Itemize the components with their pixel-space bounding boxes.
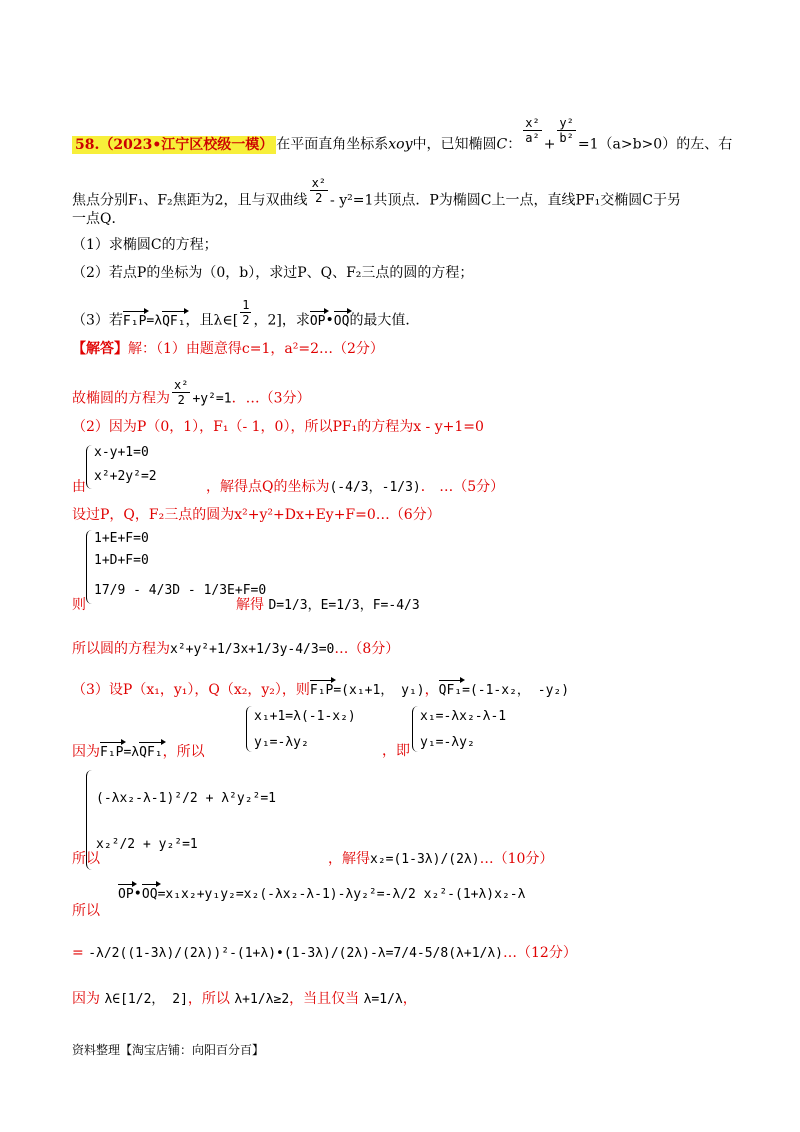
ellipse-frac-x: $\frac{\text{x²}}{\text{a²}}$ xyxy=(525,116,540,145)
problem-source: （2023•江宁区校级一模） xyxy=(99,136,274,153)
system2-eq2: 1+D+F=0 xyxy=(94,553,149,568)
question-2: （2）若点P的坐标为（0，b），求过P、Q、F₂三点的圆的方程； xyxy=(72,265,474,281)
intro-text: 在平面直角坐标系 xyxy=(276,136,389,153)
intro-text-mid: 中，已知椭圆 xyxy=(412,136,497,153)
question-3: （3）若F₁P=λQF₁，且λ∈[ $\frac{1}{2}$ ，2]，求OP•OQ的最大值． xyxy=(72,298,420,329)
half-frac: $\frac{1}{2}$ xyxy=(242,298,250,327)
system1-eq1: x-y+1=0 xyxy=(94,445,149,460)
solution-line-9: 因为F₁P=λQF₁，所以 xyxy=(72,744,205,760)
problem-number: 58. xyxy=(75,136,100,153)
system2-eq1: 1+E+F=0 xyxy=(94,531,149,546)
solution-line-3: （2）因为P（0，1），F₁（- 1，0），所以PF₁的方程为x - y+1=0 xyxy=(72,419,484,435)
solution-line-8: （3）设P（x₁，y₁），Q（x₂，y₂），则F₁P=(x₁+1， y₁)，QF₁=(-1-x₂， -y₂) xyxy=(72,682,570,698)
solution-line-4: 由 ，解得点Q的坐标为(-4/3，-1/3)． …（5分） xyxy=(72,479,505,495)
vector-oq: OQ xyxy=(334,311,350,331)
line2-suffix: - y²=1共顶点．P为椭圆C上一点，直线PF₁交椭圆C于另 xyxy=(330,192,681,209)
vector-qf1: QF₁ xyxy=(162,311,185,331)
question-1: （1）求椭圆C的方程； xyxy=(72,237,218,253)
ellipse-frac-y: $\frac{\text{y²}}{\text{b²}}$ xyxy=(559,116,574,145)
solution-line-2: 故椭圆的方程为 $\frac{\text{x²}}{2}$ +y²=1．…（3分） xyxy=(72,378,311,407)
solution-line-12: = -λ/2((1-3λ)/(2λ))²-(1+λ)•(1-3λ)/(2λ)-λ=7/4-5/8(λ+1/λ)…（12分） xyxy=(72,945,577,961)
footer-credit: 资料整理【淘宝店铺：向阳百分百】 xyxy=(72,1043,265,1057)
system2-eq3: 17/9 - 4/3D - 1/3E+F=0 xyxy=(94,583,267,598)
solution-line-10-result: ，解得x₂=(1-3λ)/(2λ)…（10分） xyxy=(328,851,554,867)
system4-eq2: y₁=-λy₂ xyxy=(420,735,475,750)
solution-line-11: 所以 xyxy=(72,903,100,919)
solution-tag: 【解答】 xyxy=(72,341,128,357)
problem-line-1: 58.（2023•江宁区校级一模） 在平面直角坐标系xoy中，已知椭圆C： $\frac{\text{x²}}{\text{a²}}$ + $\frac{\text{y²}}{\text{b²}}$ =1（a>b>0）的左、右 xyxy=(72,130,732,159)
intro-c: C xyxy=(496,136,508,153)
problem-line-3: 一点Q． xyxy=(72,211,126,227)
solution-line-13: 因为 λ∈[1/2， 2]，所以 λ+1/λ≥2，当且仅当 λ=1/λ， xyxy=(72,991,417,1007)
system3-eq2: y₁=-λy₂ xyxy=(254,735,309,750)
system5-eq2: x₂²/2 + y₂²=1 xyxy=(96,837,198,852)
solution-line-5: 设过P，Q，F₂三点的圆为x²+y²+Dx+Ey+F=0…（6分） xyxy=(72,507,441,523)
intro-xoy: xoy xyxy=(388,136,413,153)
vector-f1p: F₁P xyxy=(123,311,146,331)
problem-line-2 xyxy=(72,176,681,215)
system-brace-4 xyxy=(412,706,418,752)
solution-line-10: 所以 xyxy=(72,851,100,867)
system1-eq2: x²+2y²=2 xyxy=(94,469,157,484)
system4-eq1: x₁=-λx₂-λ-1 xyxy=(420,709,507,724)
solution-line-7: 所以圆的方程为x²+y²+1/3x+1/3y-4/3=0…（8分） xyxy=(72,641,400,657)
system5-eq1: (-λx₂-λ-1)²/2 + λ²y₂²=1 xyxy=(96,791,277,806)
intro-colon: ： xyxy=(507,136,522,153)
solution-line-9-ie: ，即 xyxy=(382,743,410,759)
vector-op: OP xyxy=(310,311,326,331)
hyperbola-frac: $\frac{\text{x²}}{2}$ xyxy=(311,176,327,205)
solution-line-11-vec: OP•OQ=x₁x₂+y₁y₂=x₂(-λx₂-λ-1)-λy₂²=-λ/2 x₂²-(1+λ)x₂-λ xyxy=(118,886,526,902)
l2-frac: $\frac{\text{x²}}{2}$ xyxy=(174,378,189,407)
solution-line-1: 【解答】解：（1）由题意得c=1，a²=2…（2分） xyxy=(72,341,384,357)
solution-line-6: 则 解得 D=1/3，E=1/3，F=-4/3 xyxy=(72,597,420,613)
line2-prefix: 焦点分别F₁、F₂焦距为2，且与双曲线 xyxy=(72,192,308,209)
ellipse-rhs: =1（a>b>0）的左、右 xyxy=(577,136,733,153)
system3-eq1: x₁+1=λ(-1-x₂) xyxy=(254,709,356,724)
system-brace-2 xyxy=(86,530,92,604)
system-brace-3 xyxy=(246,706,252,752)
